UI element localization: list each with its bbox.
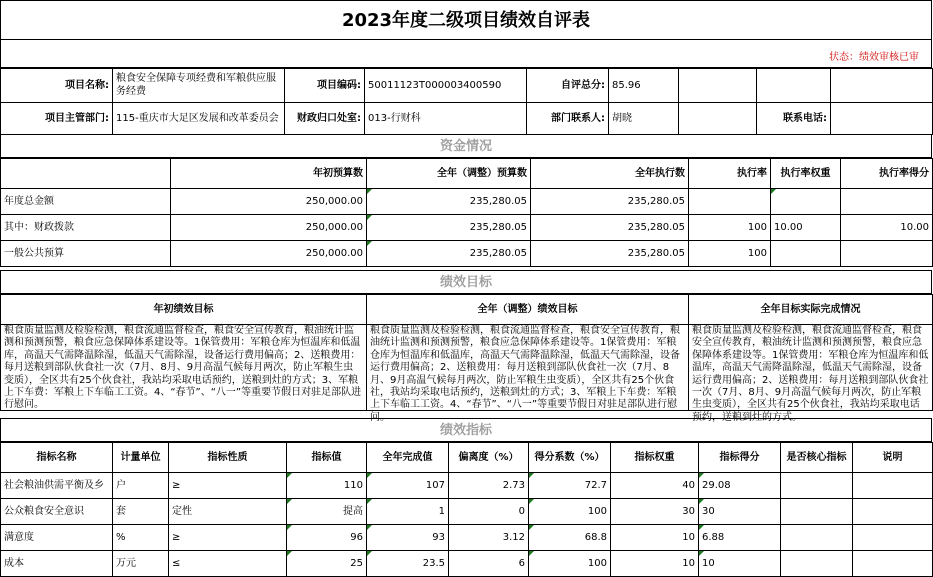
dept-label: 项目主管部门: xyxy=(1,103,113,135)
table-row: 社会粮油供需平衡及乡 户 ≥ 110 107 2.73 72.7 40 29.08 xyxy=(1,473,933,499)
goals-section-title: 绩效目标 xyxy=(0,270,932,294)
goals-header-actual: 全年目标实际完成情况 xyxy=(689,295,933,325)
goals-header-adjusted: 全年（调整）绩效目标 xyxy=(367,295,689,325)
page-title: 2023年度二级项目绩效自评表 xyxy=(0,0,932,40)
project-name-value: 粮食安全保障专项经费和军粮供应服务经费 xyxy=(113,69,285,103)
funds-table xyxy=(0,158,933,267)
project-code-value: 50011123T000003400590 xyxy=(365,69,527,103)
goal-actual-text: 粮食质量监测及检验检测，粮食流通监督检查，粮食安全宣传教育，粮油统计监测和预测预警，粮食应急保障体系建设等。1保管费用：军粮仓库为恒温库和低温库，高温天气需降温除湿，低温天气需除湿，设备运行费用偏高；2、送粮费用：每月送粮到部队伙食社一次（7月、8月、9月高温气候每月两次，防止军粮生虫变质），全区共有25个伙食社，我站均采取电话预约，送粮到灶的方式。 xyxy=(689,325,933,411)
funds-row-label: 其中：财政拨款 xyxy=(1,215,171,241)
table-row: 成本 万元 ≤ 25 23.5 6 100 10 10 xyxy=(1,551,933,577)
funds-section-title: 资金情况 xyxy=(0,134,932,158)
funds-row: 其中：财政拨款 250,000.00 235,280.05 235,280.05 100 10.00 10.00 xyxy=(1,215,933,241)
contact-label: 部门联系人: xyxy=(527,103,609,135)
table-row: 满意度 % ≥ 96 93 3.12 68.8 10 6.88 xyxy=(1,525,933,551)
dept-value: 115-重庆市大足区发展和改革委员会 xyxy=(113,103,285,135)
funds-row-label: 一般公共预算 xyxy=(1,241,171,267)
phone-label: 联系电话: xyxy=(757,103,831,135)
office-value: 013-行财科 xyxy=(365,103,527,135)
goals-table xyxy=(0,294,933,423)
indicators-section-title: 绩效指标 xyxy=(0,418,932,442)
project-name-label: 项目名称: xyxy=(1,69,113,103)
funds-row-label: 年度总金额 xyxy=(1,189,171,215)
contact-value: 胡晓 xyxy=(609,103,679,135)
goal-initial-text: 粮食质量监测及检验检测，粮食流通监督检查，粮食安全宣传教育，粮油统计监测和预测预警，粮食应急保障体系建设等。1保管费用：军粮仓库为恒温库和低温库，高温天气需降温除湿，低温天气需除湿，设备运行费用偏高；2、送粮费用：每月送粮到部队伙食社一次（7月、8月、9月高温气候每月两次，防止军粮生虫变质），全区共有25个伙食社，我站均采取电话预约，送粮到灶的方式；3、军粮上下车费：军粮上下车临工工资。4、“春节”、“八一”等重要节假日对驻足部队进行慰问。 xyxy=(1,325,367,411)
funds-row: 年度总金额 250,000.00 235,280.05 235,280.05 xyxy=(1,189,933,215)
status-row xyxy=(0,40,932,68)
funds-header-executed: 全年执行数 xyxy=(531,159,689,189)
phone-value xyxy=(831,103,933,135)
funds-row: 一般公共预算 250,000.00 235,280.05 235,280.05 100 xyxy=(1,241,933,267)
status-badge: 状态：绩效审核已审 xyxy=(829,52,919,63)
funds-header-initial: 年初预算数 xyxy=(171,159,367,189)
project-info-table xyxy=(0,68,933,135)
funds-header-score: 执行率得分 xyxy=(841,159,933,189)
indicators-header-row: 指标名称 计量单位 指标性质 指标值 全年完成值 偏离度（%） 得分系数（%） 指标权重 指标得分 是否核心指标 说明 xyxy=(1,443,933,473)
indicators-table xyxy=(0,442,933,577)
score-label: 自评总分: xyxy=(527,69,609,103)
goal-adjusted-text: 粮食质量监测及检验检测，粮食流通监督检查，粮食安全宣传教育，粮油统计监测和预测预警，粮食应急保障体系建设等。1保管费用：军粮仓库为恒温库和低温库，高温天气需降温除湿，低温天气需除湿，设备运行费用偏高；2、送粮费用：每月送粮到部队伙食社一次（7月、8月、9月高温气候每月两次，防止军粮生虫变质），全区共有25个伙食社，我站均采取电话预约，送粮到灶的方式；3、军粮上下车费：军粮上下车临工工资。4、“春节”、“八一”等重要节假日对驻足部队进行慰问。 xyxy=(367,325,689,411)
table-row: 公众粮食安全意识 套 定性 提高 1 0 100 30 30 xyxy=(1,499,933,525)
funds-header-rate: 执行率 xyxy=(689,159,771,189)
funds-header-adjusted: 全年（调整）预算数 xyxy=(367,159,531,189)
goals-header-initial: 年初绩效目标 xyxy=(1,295,367,325)
score-value: 85.96 xyxy=(609,69,679,103)
funds-header-weight: 执行率权重 xyxy=(771,159,841,189)
project-code-label: 项目编码: xyxy=(285,69,365,103)
office-label: 财政归口处室: xyxy=(285,103,365,135)
